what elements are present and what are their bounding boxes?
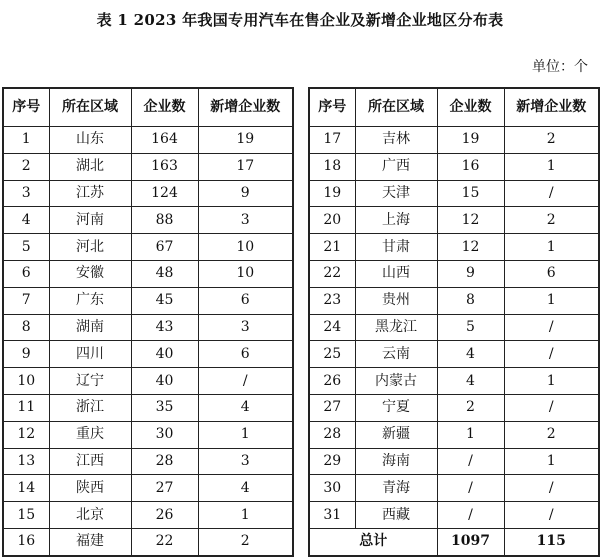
cell-seq: 17 — [309, 127, 355, 154]
table-row — [309, 314, 599, 341]
cell-seq: 9 — [3, 341, 49, 368]
table-row — [309, 127, 599, 154]
cell-count: 43 — [131, 314, 198, 341]
left-table — [2, 87, 294, 557]
cell-count: / — [437, 502, 504, 529]
cell-new: 1 — [504, 287, 599, 314]
cell-seq: 3 — [3, 180, 49, 207]
cell-count: 48 — [131, 260, 198, 287]
cell-seq: 4 — [3, 207, 49, 234]
cell-region: 海南 — [355, 448, 437, 475]
cell-count: 5 — [437, 314, 504, 341]
table-row — [3, 314, 293, 341]
cell-region: 天津 — [355, 180, 437, 207]
cell-new: 2 — [504, 127, 599, 154]
cell-region: 湖北 — [49, 153, 131, 180]
table-row — [309, 421, 599, 448]
cell-new: 17 — [198, 153, 293, 180]
cell-region: 陕西 — [49, 475, 131, 502]
table-row — [309, 260, 599, 287]
table-row — [3, 448, 293, 475]
cell-region: 湖南 — [49, 314, 131, 341]
table-row — [309, 234, 599, 261]
cell-seq: 1 — [3, 127, 49, 154]
cell-seq: 30 — [309, 475, 355, 502]
cell-new: 2 — [198, 528, 293, 555]
cell-count: 124 — [131, 180, 198, 207]
table-row — [3, 207, 293, 234]
cell-new: 1 — [504, 234, 599, 261]
cell-region: 北京 — [49, 502, 131, 529]
cell-new: / — [504, 394, 599, 421]
table-row — [3, 528, 293, 555]
cell-count: 40 — [131, 341, 198, 368]
table-row — [3, 180, 293, 207]
cell-new: 6 — [198, 341, 293, 368]
cell-seq: 6 — [3, 260, 49, 287]
table-row — [309, 153, 599, 180]
cell-count: 40 — [131, 368, 198, 395]
cell-region: 黑龙江 — [355, 314, 437, 341]
cell-count: 45 — [131, 287, 198, 314]
cell-count: 4 — [437, 368, 504, 395]
cell-new: 3 — [198, 314, 293, 341]
cell-count: 88 — [131, 207, 198, 234]
cell-seq: 14 — [3, 475, 49, 502]
table-row — [309, 287, 599, 314]
total-count: 1097 — [437, 528, 504, 555]
cell-seq: 24 — [309, 314, 355, 341]
table-row — [309, 448, 599, 475]
cell-region: 四川 — [49, 341, 131, 368]
cell-region: 广西 — [355, 153, 437, 180]
cell-region: 河北 — [49, 234, 131, 261]
header-row — [309, 88, 599, 127]
cell-seq: 23 — [309, 287, 355, 314]
cell-seq: 29 — [309, 448, 355, 475]
header-new: 新增企业数 — [504, 88, 599, 127]
cell-region: 江西 — [49, 448, 131, 475]
header-region: 所在区域 — [49, 88, 131, 127]
table-row — [3, 127, 293, 154]
table-row — [309, 502, 599, 529]
table-row — [309, 180, 599, 207]
cell-new: 6 — [198, 287, 293, 314]
table-row — [309, 394, 599, 421]
cell-region: 甘肃 — [355, 234, 437, 261]
cell-new: / — [504, 475, 599, 502]
table-row — [3, 394, 293, 421]
cell-count: 22 — [131, 528, 198, 555]
cell-seq: 19 — [309, 180, 355, 207]
table-row — [3, 475, 293, 502]
cell-count: 30 — [131, 421, 198, 448]
cell-new: 2 — [504, 421, 599, 448]
table-row — [309, 368, 599, 395]
cell-seq: 2 — [3, 153, 49, 180]
cell-count: 28 — [131, 448, 198, 475]
cell-region: 山东 — [49, 127, 131, 154]
cell-new: 6 — [504, 260, 599, 287]
cell-count: 12 — [437, 234, 504, 261]
cell-count: 163 — [131, 153, 198, 180]
total-label: 总计 — [309, 528, 437, 555]
unit-label: 单位：个 — [532, 59, 588, 75]
cell-new: 2 — [504, 207, 599, 234]
cell-new: / — [504, 341, 599, 368]
right-table — [308, 87, 600, 557]
cell-region: 广东 — [49, 287, 131, 314]
cell-seq: 27 — [309, 394, 355, 421]
cell-region: 山西 — [355, 260, 437, 287]
table-row — [3, 287, 293, 314]
cell-region: 福建 — [49, 528, 131, 555]
header-region: 所在区域 — [355, 88, 437, 127]
cell-region: 河南 — [49, 207, 131, 234]
header-new: 新增企业数 — [198, 88, 293, 127]
table-row — [3, 260, 293, 287]
cell-count: 27 — [131, 475, 198, 502]
cell-region: 内蒙古 — [355, 368, 437, 395]
cell-seq: 31 — [309, 502, 355, 529]
header-seq: 序号 — [3, 88, 49, 127]
cell-seq: 18 — [309, 153, 355, 180]
cell-new: / — [504, 180, 599, 207]
cell-seq: 16 — [3, 528, 49, 555]
header-count: 企业数 — [131, 88, 198, 127]
cell-region: 辽宁 — [49, 368, 131, 395]
cell-region: 西藏 — [355, 502, 437, 529]
table-row — [309, 475, 599, 502]
cell-region: 贵州 — [355, 287, 437, 314]
table-row — [3, 153, 293, 180]
header-count: 企业数 — [437, 88, 504, 127]
cell-count: 19 — [437, 127, 504, 154]
cell-count: 164 — [131, 127, 198, 154]
header-row — [3, 88, 293, 127]
cell-new: 1 — [198, 502, 293, 529]
cell-new: 10 — [198, 260, 293, 287]
cell-new: / — [198, 368, 293, 395]
table-row — [309, 341, 599, 368]
cell-region: 宁夏 — [355, 394, 437, 421]
cell-new: 1 — [504, 448, 599, 475]
cell-seq: 11 — [3, 394, 49, 421]
cell-region: 新疆 — [355, 421, 437, 448]
header-seq: 序号 — [309, 88, 355, 127]
cell-count: 2 — [437, 394, 504, 421]
cell-region: 青海 — [355, 475, 437, 502]
cell-count: 16 — [437, 153, 504, 180]
distribution-table — [2, 87, 598, 550]
cell-seq: 7 — [3, 287, 49, 314]
table-row — [3, 341, 293, 368]
cell-new: 4 — [198, 394, 293, 421]
cell-new: 9 — [198, 180, 293, 207]
cell-seq: 5 — [3, 234, 49, 261]
cell-new: 1 — [198, 421, 293, 448]
cell-count: / — [437, 475, 504, 502]
cell-seq: 10 — [3, 368, 49, 395]
cell-region: 上海 — [355, 207, 437, 234]
cell-region: 江苏 — [49, 180, 131, 207]
cell-region: 重庆 — [49, 421, 131, 448]
cell-seq: 12 — [3, 421, 49, 448]
cell-count: / — [437, 448, 504, 475]
cell-count: 8 — [437, 287, 504, 314]
cell-new: 1 — [504, 368, 599, 395]
cell-new: 4 — [198, 475, 293, 502]
cell-seq: 15 — [3, 502, 49, 529]
total-row — [309, 528, 599, 555]
total-new: 115 — [504, 528, 599, 555]
cell-region: 安徽 — [49, 260, 131, 287]
cell-new: 3 — [198, 207, 293, 234]
cell-new: / — [504, 502, 599, 529]
cell-seq: 26 — [309, 368, 355, 395]
cell-count: 15 — [437, 180, 504, 207]
cell-seq: 22 — [309, 260, 355, 287]
cell-count: 4 — [437, 341, 504, 368]
cell-new: 3 — [198, 448, 293, 475]
table-row — [3, 234, 293, 261]
cell-seq: 25 — [309, 341, 355, 368]
cell-new: 1 — [504, 153, 599, 180]
cell-count: 9 — [437, 260, 504, 287]
table-row — [3, 368, 293, 395]
cell-seq: 21 — [309, 234, 355, 261]
cell-count: 26 — [131, 502, 198, 529]
table-row — [309, 207, 599, 234]
table-row — [3, 502, 293, 529]
cell-region: 云南 — [355, 341, 437, 368]
table-row — [3, 421, 293, 448]
table-title: 表 1 2023 年我国专用汽车在售企业及新增企业地区分布表 — [96, 11, 504, 29]
cell-seq: 13 — [3, 448, 49, 475]
cell-new: 19 — [198, 127, 293, 154]
cell-region: 浙江 — [49, 394, 131, 421]
cell-region: 吉林 — [355, 127, 437, 154]
cell-new: / — [504, 314, 599, 341]
cell-count: 67 — [131, 234, 198, 261]
cell-seq: 20 — [309, 207, 355, 234]
cell-count: 1 — [437, 421, 504, 448]
cell-count: 35 — [131, 394, 198, 421]
cell-seq: 8 — [3, 314, 49, 341]
cell-seq: 28 — [309, 421, 355, 448]
cell-count: 12 — [437, 207, 504, 234]
cell-new: 10 — [198, 234, 293, 261]
